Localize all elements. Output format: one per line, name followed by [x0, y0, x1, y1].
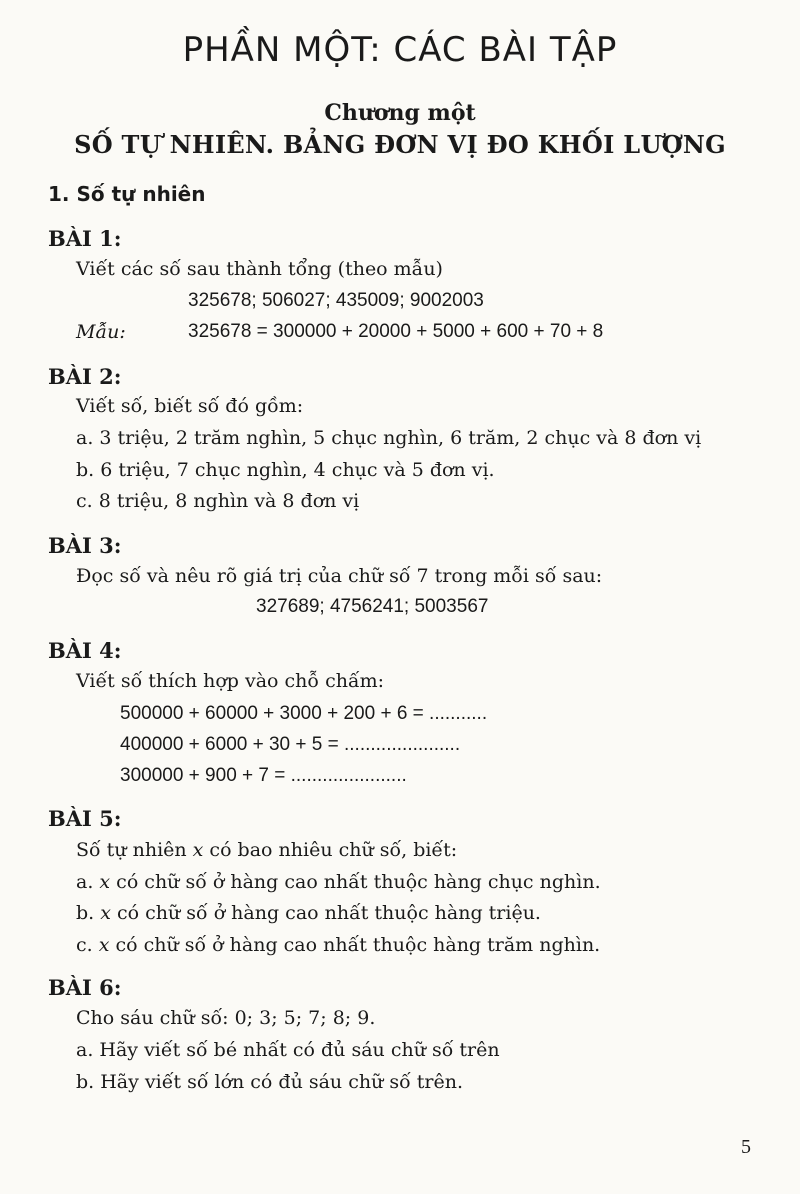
exercise-2-title: BÀI 2: — [48, 364, 122, 389]
exercise-5-title: BÀI 5: — [48, 806, 122, 831]
part-title: PHẦN MỘT: CÁC BÀI TẬP — [182, 30, 618, 70]
exercise-4-line-3: 300000 + 900 + 7 = ...................... — [120, 765, 407, 786]
exercise-6-item-a: a. Hãy viết số bé nhất có đủ sáu chữ số trên — [76, 1039, 500, 1061]
exercise-2-item-b: b. 6 triệu, 7 chục nghìn, 4 chục và 5 đơn vị. — [76, 459, 495, 481]
exercise-4-line-2: 400000 + 6000 + 30 + 5 = ...................... — [120, 734, 461, 755]
exercise-6-instruction: Cho sáu chữ số: 0; 3; 5; 7; 8; 9. — [76, 1007, 376, 1029]
exercise-4-title: BÀI 4: — [48, 638, 122, 663]
variable-x: x — [192, 839, 204, 861]
exercise-3-numbers: 327689; 4756241; 5003567 — [256, 596, 489, 617]
exercise-2-item-a: a. 3 triệu, 2 trăm nghìn, 5 chục nghìn, 6 trăm, 2 chục và 8 đơn vị — [76, 427, 702, 449]
section-title: 1. Số tự nhiên — [48, 182, 206, 206]
page-number: 5 — [741, 1136, 751, 1158]
exercise-5-item-c: c. x có chữ số ở hàng cao nhất thuộc hàng trăm nghìn. — [76, 934, 601, 956]
variable-x: x — [98, 934, 110, 956]
chapter-title: SỐ TỰ NHIÊN. BẢNG ĐƠN VỊ ĐO KHỐI LƯỢNG — [74, 130, 726, 159]
chapter-label: Chương một — [324, 100, 476, 126]
exercise-3-title: BÀI 3: — [48, 533, 122, 558]
exercise-1-example: 325678 = 300000 + 20000 + 5000 + 600 + 70 + 8 — [188, 321, 604, 342]
exercise-5-item-a: a. x có chữ số ở hàng cao nhất thuộc hàng chục nghìn. — [76, 871, 601, 893]
exercise-6-title: BÀI 6: — [48, 975, 122, 1000]
exercise-2-instruction: Viết số, biết số đó gồm: — [76, 395, 304, 417]
exercise-4-instruction: Viết số thích hợp vào chỗ chấm: — [76, 670, 385, 692]
exercise-4-line-1: 500000 + 60000 + 3000 + 200 + 6 = ........... — [120, 703, 488, 724]
exercise-6-item-b: b. Hãy viết số lớn có đủ sáu chữ số trên. — [76, 1071, 464, 1093]
exercise-1-numbers: 325678; 506027; 435009; 9002003 — [188, 290, 484, 311]
exercise-1-instruction: Viết các số sau thành tổng (theo mẫu) — [76, 258, 443, 280]
exercise-2-item-c: c. 8 triệu, 8 nghìn và 8 đơn vị — [76, 490, 360, 512]
variable-x: x — [99, 871, 111, 893]
variable-x: x — [100, 902, 111, 924]
exercise-5-item-b: b. x có chữ số ở hàng cao nhất thuộc hàng triệu. — [76, 902, 541, 924]
exercise-5-instruction: Số tự nhiên x có bao nhiêu chữ số, biết: — [76, 839, 458, 861]
exercise-3-instruction: Đọc số và nêu rõ giá trị của chữ số 7 trong mỗi số sau: — [76, 565, 603, 587]
exercise-1-example-label: Mẫu: — [76, 321, 126, 343]
exercise-1-title: BÀI 1: — [48, 226, 122, 251]
